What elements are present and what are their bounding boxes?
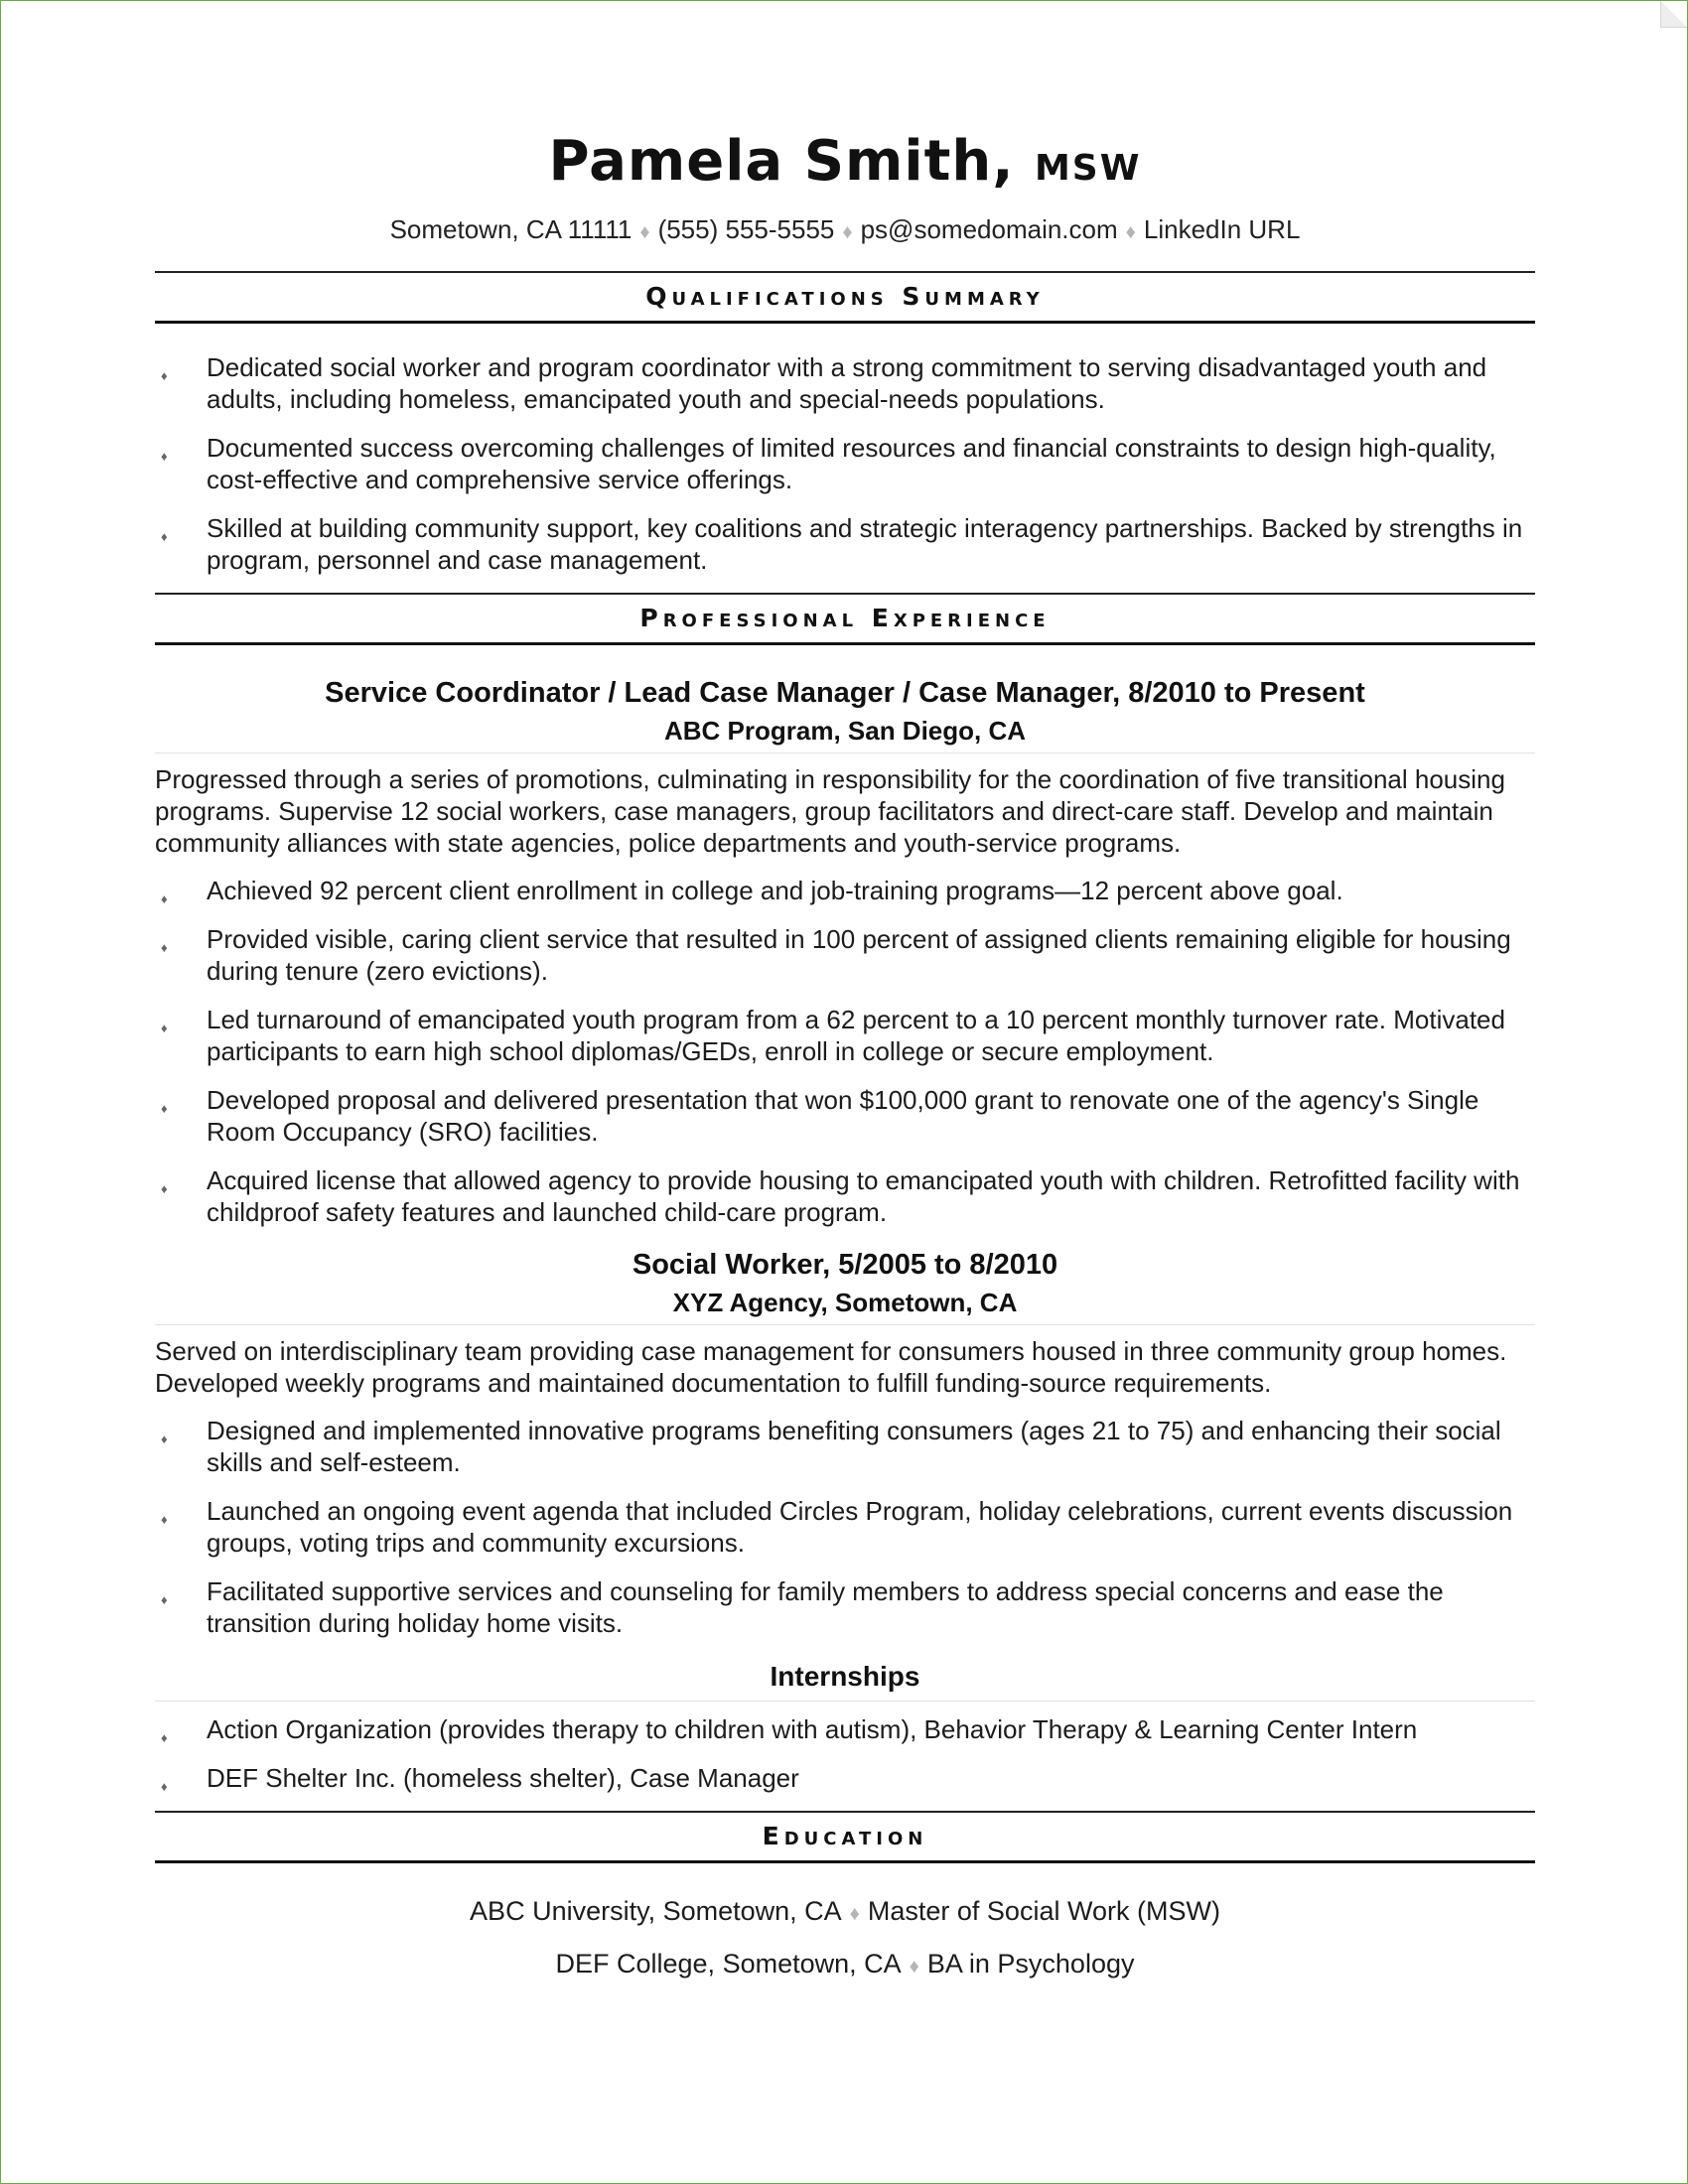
job-summary: Served on interdisciplinary team providing case management for consumers housed in three community group homes. Developed weekly programs and maintained documentation to fulfill funding-source requirements.: [155, 1336, 1507, 1398]
diamond-bullet-icon: ♦: [161, 1779, 168, 1794]
qualifications-heading: Qualifications Summary: [155, 271, 1535, 324]
list-item-text: Skilled at building community support, key coalitions and strategic interagency partnerships. Backed by strengths in program, personnel and case management.: [207, 513, 1523, 575]
education-school: ABC University, Sometown, CA: [470, 1896, 842, 1926]
candidate-name: [155, 120, 1535, 210]
contact-linkedin: LinkedIn URL: [1143, 214, 1301, 244]
experience-heading: Professional Experience: [155, 593, 1535, 645]
internships-heading: Internships: [155, 1657, 1535, 1702]
list-item: [155, 1575, 1535, 1639]
qualifications-list: [155, 351, 1535, 576]
list-item-text: Documented success overcoming challenges of limited resources and financial constraints to design high-quality, cost-effective and comprehensive service offerings.: [207, 433, 1496, 494]
list-item-text: Developed proposal and delivered presentation that won $100,000 grant to renovate one of the agency's Single Room Occupancy (SRO) facilities.: [207, 1085, 1479, 1147]
contact-address: Sometown, CA 11111: [389, 214, 633, 244]
education-degree: Master of Social Work (MSW): [867, 1896, 1220, 1926]
list-item: [155, 1084, 1535, 1148]
diamond-icon: ♦: [909, 1956, 919, 1978]
diamond-bullet-icon: ♦: [161, 891, 168, 906]
list-item: [155, 1415, 1535, 1478]
diamond-icon: ♦: [842, 221, 853, 243]
job-summary: Progressed through a series of promotions, culminating in responsibility for the coordination of five transitional housing programs. Supervise 12 social workers, case managers, group facilitators and direct-care staff. Develop and maintain community alliances with state agencies, police departments and youth-service programs.: [155, 764, 1505, 858]
diamond-bullet-icon: ♦: [161, 1021, 168, 1035]
list-item: [155, 512, 1535, 576]
job-title: Social Worker, 5/2005 to 8/2010: [632, 1249, 1058, 1281]
diamond-icon: ♦: [639, 221, 650, 243]
list-item: [155, 875, 1535, 906]
diamond-bullet-icon: ♦: [161, 449, 168, 464]
job-achievements-list: [155, 1415, 1535, 1639]
education-list: [155, 1893, 1535, 1984]
job-organization: XYZ Agency, Sometown, CA: [155, 1285, 1535, 1325]
candidate-name-text: Pamela Smith,: [548, 129, 1015, 194]
diamond-bullet-icon: ♦: [161, 368, 168, 383]
list-item: [155, 1713, 1535, 1745]
list-item-text: Achieved 92 percent client enrollment in college and job-training programs—12 percent above goal.: [207, 876, 1343, 905]
diamond-bullet-icon: ♦: [161, 1512, 168, 1527]
list-item: [155, 1762, 1535, 1794]
education-entry: [155, 1946, 1535, 1984]
diamond-bullet-icon: ♦: [161, 1101, 168, 1116]
contact-email: ps@somedomain.com: [860, 214, 1118, 244]
list-item-text: Provided visible, caring client service that resulted in 100 percent of assigned clients remaining eligible for housing during tenure (zero evictions).: [207, 924, 1511, 986]
resume-content: [155, 120, 1535, 1984]
internships-list: [155, 1713, 1535, 1794]
list-item: [155, 1004, 1535, 1067]
page-curl-corner: [1660, 1, 1687, 28]
list-item: [155, 923, 1535, 987]
contact-line: [155, 212, 1535, 249]
list-item-text: Dedicated social worker and program coordinator with a strong commitment to serving disadvantaged youth and adults, including homeless, emancipated youth and special-needs populations.: [207, 352, 1487, 414]
diamond-bullet-icon: ♦: [161, 1432, 168, 1446]
job-achievements-list: [155, 875, 1535, 1228]
list-item-text: Facilitated supportive services and counseling for family members to address special concerns and ease the transition during holiday home visits.: [207, 1576, 1444, 1638]
diamond-bullet-icon: ♦: [161, 1592, 168, 1607]
list-item-text: Led turnaround of emancipated youth program from a 62 percent to a 10 percent monthly turnover rate. Motivated participants to earn high school diplomas/GEDs, enroll in college or secure employment.: [207, 1005, 1505, 1066]
diamond-icon: ♦: [849, 1903, 860, 1925]
candidate-credential: MSW: [1034, 148, 1142, 189]
contact-phone: (555) 555-5555: [657, 214, 835, 244]
education-school: DEF College, Sometown, CA: [555, 1949, 902, 1979]
list-item: [155, 1495, 1535, 1559]
list-item-text: Action Organization (provides therapy to children with autism), Behavior Therapy & Learning Center Intern: [207, 1714, 1418, 1744]
list-item: [155, 351, 1535, 415]
education-heading: Education: [155, 1811, 1535, 1863]
job-organization: ABC Program, San Diego, CA: [155, 713, 1535, 753]
list-item: [155, 432, 1535, 495]
diamond-bullet-icon: ♦: [161, 1730, 168, 1745]
education-degree: BA in Psychology: [926, 1949, 1135, 1979]
diamond-icon: ♦: [1125, 221, 1136, 243]
list-item-text: DEF Shelter Inc. (homeless shelter), Case Manager: [207, 1763, 799, 1793]
diamond-bullet-icon: ♦: [161, 529, 168, 544]
education-entry: [155, 1893, 1535, 1932]
list-item-text: Designed and implemented innovative programs benefiting consumers (ages 21 to 75) and enhancing their social skills and self-esteem.: [207, 1416, 1501, 1477]
list-item-text: Acquired license that allowed agency to provide housing to emancipated youth with children. Retrofitted facility with childproof safety features and launched child-care program.: [207, 1165, 1520, 1227]
job-title: Service Coordinator / Lead Case Manager / Case Manager, 8/2010 to Present: [325, 677, 1365, 709]
diamond-bullet-icon: ♦: [161, 940, 168, 955]
diamond-bullet-icon: ♦: [161, 1181, 168, 1196]
list-item-text: Launched an ongoing event agenda that included Circles Program, holiday celebrations, current events discussion groups, voting trips and community excursions.: [207, 1496, 1513, 1558]
list-item: [155, 1164, 1535, 1228]
